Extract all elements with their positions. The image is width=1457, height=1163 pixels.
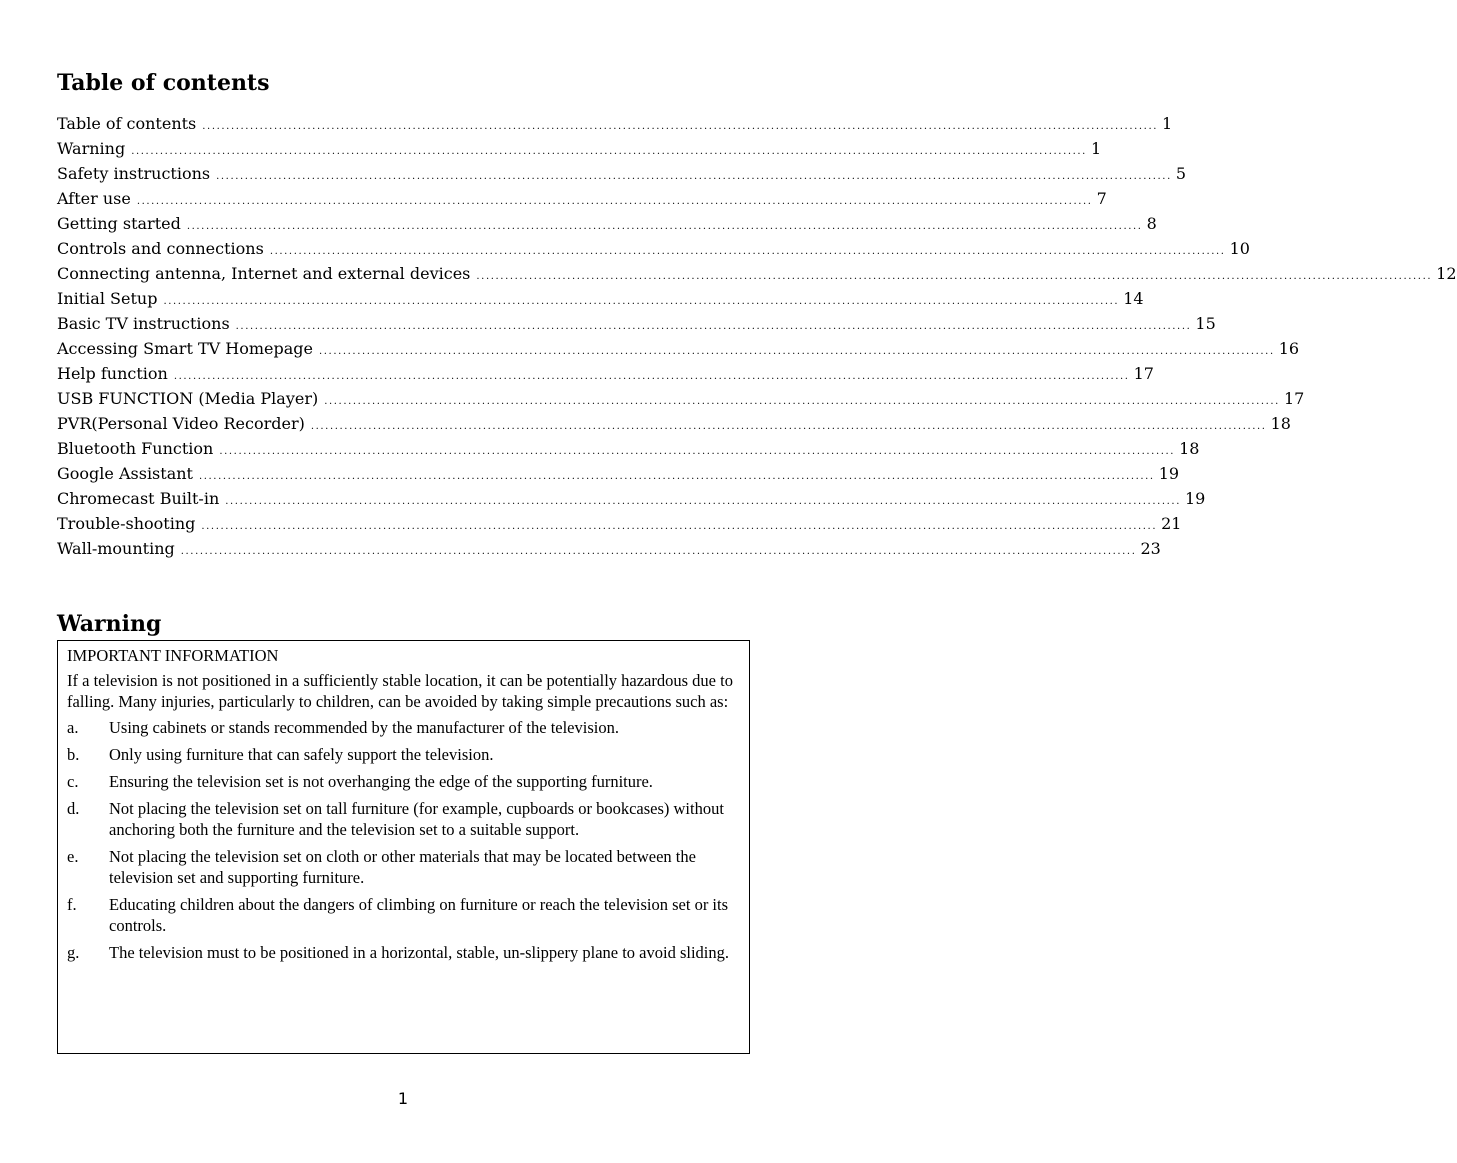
list-item-text: The television must to be positioned in a horizontal, stable, un-slippery plane to avoid sliding.	[109, 943, 730, 962]
toc-entry	[57, 536, 1161, 561]
toc-leader: ........................................................................................................................................................................................................	[235, 321, 1192, 332]
list-item-label: a.	[67, 718, 79, 737]
toc-entry	[57, 261, 1457, 286]
toc-entry-title: Connecting antenna, Internet and external devices	[57, 264, 471, 283]
toc-leader: ........................................................................................................................................................................................................	[173, 371, 1130, 382]
toc-leader: ........................................................................................................................................................................................................	[198, 471, 1155, 482]
toc-entry-title: Initial Setup	[57, 289, 158, 308]
toc-entry-page: 18	[1270, 414, 1291, 433]
toc-entry-page: 1	[1162, 114, 1173, 133]
warning-heading: Warning	[57, 611, 162, 637]
toc-entry-title: PVR(Personal Video Recorder)	[57, 414, 305, 433]
toc-entry-page: 21	[1161, 514, 1182, 533]
list-item-label: g.	[67, 943, 80, 962]
toc-entry-page: 18	[1179, 439, 1200, 458]
toc-entry-title: After use	[57, 189, 131, 208]
list-item-text: Using cabinets or stands recommended by the manufacturer of the television.	[109, 718, 619, 737]
list-item	[67, 846, 741, 888]
warning-intro: If a television is not positioned in a sufficiently stable location, it can be potentially hazardous due to falling. Many injuries, particularly to children, can be avoided by taking simple precautions such as:	[67, 671, 733, 711]
important-label: IMPORTANT INFORMATION	[67, 646, 279, 665]
toc-entry-title: Getting started	[57, 214, 181, 233]
toc-entry-page: 12	[1436, 264, 1457, 283]
toc-entry-page: 14	[1123, 289, 1144, 308]
toc-leader: ........................................................................................................................................................................................................	[318, 346, 1275, 357]
toc-entry-title: Controls and connections	[57, 239, 264, 258]
warning-box	[57, 640, 750, 1054]
toc-entry-title: Google Assistant	[57, 464, 193, 483]
toc-entry	[57, 186, 1107, 211]
toc-entry	[57, 386, 1305, 411]
toc-leader: ........................................................................................................................................................................................................	[476, 271, 1433, 282]
list-item	[67, 942, 741, 963]
toc-entry	[57, 236, 1250, 261]
toc-entry-title: Trouble-shooting	[57, 514, 196, 533]
toc-entry	[57, 136, 1102, 161]
toc-leader: ........................................................................................................................................................................................................	[163, 296, 1120, 307]
list-item	[67, 798, 741, 840]
toc-leader: ........................................................................................................................................................................................................	[216, 171, 1172, 182]
list-item-text: Only using furniture that can safely support the television.	[109, 745, 494, 764]
toc-entry	[57, 486, 1206, 511]
toc-entry	[57, 361, 1154, 386]
list-item-text: Educating children about the dangers of climbing on furniture or reach the television set or its controls.	[109, 895, 729, 935]
list-item-text: Ensuring the television set is not overhanging the edge of the supporting furniture.	[109, 772, 653, 791]
list-item	[67, 894, 741, 936]
toc-leader: ........................................................................................................................................................................................................	[186, 221, 1143, 232]
list-item-label: e.	[67, 847, 79, 866]
list-item-label: b.	[67, 745, 80, 764]
toc-entry-page: 1	[1090, 139, 1102, 158]
toc-entry-page: 23	[1140, 539, 1161, 558]
toc-leader: ........................................................................................................................................................................................................	[180, 546, 1137, 557]
toc-entry-title: Help function	[57, 364, 168, 383]
list-item	[67, 717, 741, 738]
toc-entry-page: 16	[1278, 339, 1300, 358]
toc-entry-page: 5	[1175, 164, 1187, 183]
toc-leader: ........................................................................................................................................................................................................	[219, 446, 1176, 457]
toc-entry-page: 17	[1283, 389, 1305, 408]
toc-entry-title: Warning	[57, 139, 126, 158]
toc-entry-page: 17	[1133, 364, 1154, 383]
toc-entry	[57, 286, 1144, 311]
toc-entry-title: Wall-mounting	[57, 539, 175, 558]
toc-leader: ........................................................................................................................................................................................................	[136, 196, 1093, 207]
list-item-label: f.	[67, 895, 77, 914]
toc-leader: ........................................................................................................................................................................................................	[225, 496, 1181, 507]
list-item-label: d.	[67, 799, 80, 818]
toc-entry-page: 19	[1158, 464, 1180, 483]
toc-leader: ........................................................................................................................................................................................................	[201, 521, 1158, 532]
toc-list	[57, 111, 1457, 561]
list-item	[67, 744, 741, 765]
toc-entry-title: Chromecast Built-in	[57, 489, 220, 508]
toc-entry	[57, 311, 1216, 336]
toc-entry-title: Table of contents	[57, 114, 197, 133]
toc-entry-title: Bluetooth Function	[57, 439, 214, 458]
toc-entry	[57, 436, 1200, 461]
toc-heading: Table of contents	[57, 70, 270, 96]
toc-entry	[57, 111, 1173, 136]
toc-entry-title: Basic TV instructions	[57, 314, 230, 333]
toc-entry	[57, 161, 1187, 186]
toc-entry	[57, 461, 1180, 486]
toc-entry-title: Accessing Smart TV Homepage	[57, 339, 313, 358]
list-item-label: c.	[67, 772, 79, 791]
toc-entry	[57, 336, 1300, 361]
toc-entry-page: 19	[1185, 489, 1206, 508]
toc-entry-title: Safety instructions	[57, 164, 211, 183]
list-item-text: Not placing the television set on cloth or other materials that may be located between the television set and supporting furniture.	[109, 847, 696, 887]
toc-entry	[57, 411, 1291, 436]
toc-entry	[57, 211, 1157, 236]
page-number: 1	[397, 1089, 409, 1108]
toc-leader: ........................................................................................................................................................................................................	[131, 146, 1087, 157]
toc-entry-page: 10	[1229, 239, 1250, 258]
toc-entry-page: 8	[1146, 214, 1157, 233]
toc-entry-page: 15	[1195, 314, 1216, 333]
toc-entry-page: 7	[1096, 189, 1107, 208]
toc-leader: ........................................................................................................................................................................................................	[310, 421, 1267, 432]
list-item-text: Not placing the television set on tall furniture (for example, cupboards or bookcases) without anchoring both the furniture and the television set to a suitable support.	[109, 799, 724, 839]
toc-entry-title: USB FUNCTION (Media Player)	[57, 389, 319, 408]
list-item	[67, 771, 741, 792]
toc-leader: ........................................................................................................................................................................................................	[324, 396, 1280, 407]
toc-entry	[57, 511, 1182, 536]
toc-leader: ........................................................................................................................................................................................................	[202, 121, 1159, 132]
toc-leader: ........................................................................................................................................................................................................	[269, 246, 1226, 257]
